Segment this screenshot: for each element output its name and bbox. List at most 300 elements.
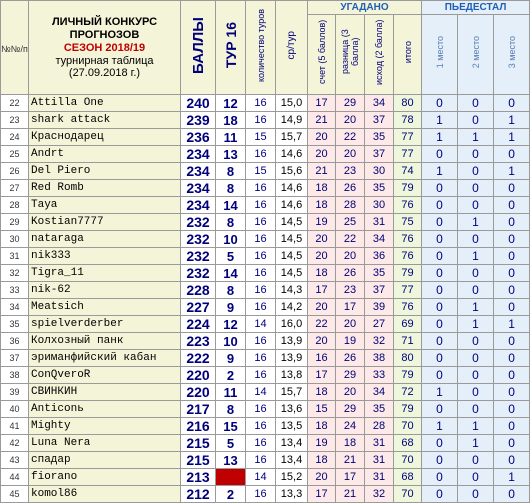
tour-points	[216, 469, 246, 486]
place-1-count: 0	[422, 146, 458, 163]
tour-header: ТУР 16	[216, 1, 246, 95]
place-3-count: 0	[494, 180, 530, 197]
place-2-count: 1	[458, 435, 494, 452]
guessed-score: 16	[308, 350, 336, 367]
guessed-diff: 25	[336, 214, 365, 231]
place-3-count: 0	[494, 350, 530, 367]
points-value: 223	[181, 333, 216, 350]
table-row	[1, 248, 530, 265]
guessed-outcome: 37	[365, 146, 394, 163]
guessed-total: 71	[394, 333, 422, 350]
table-row	[1, 452, 530, 469]
tour-points: 12	[216, 316, 246, 333]
tours-count-header: количество туров	[246, 1, 276, 95]
player-name: fiorano	[29, 469, 181, 486]
row-number: 45	[1, 486, 29, 503]
guessed-total: 80	[394, 350, 422, 367]
points-value: 216	[181, 418, 216, 435]
guessed-score: 19	[308, 435, 336, 452]
guessed-total: 68	[394, 469, 422, 486]
table-row	[1, 163, 530, 180]
tour-points: 8	[216, 282, 246, 299]
row-number: 22	[1, 95, 29, 112]
guessed-diff: 21	[336, 486, 365, 503]
table-row	[1, 316, 530, 333]
guessed-outcome: 35	[365, 401, 394, 418]
tour-points: 12	[216, 95, 246, 112]
guessed-outcome: 37	[365, 112, 394, 129]
place-2-count: 0	[458, 452, 494, 469]
avg-header: ср/тур	[276, 1, 308, 95]
guessed-total: 79	[394, 367, 422, 384]
row-number: 42	[1, 435, 29, 452]
row-number: 43	[1, 452, 29, 469]
table-row	[1, 180, 530, 197]
points-value: 222	[181, 350, 216, 367]
place-2-count: 0	[458, 367, 494, 384]
place-1-count: 0	[422, 350, 458, 367]
tours-count: 16	[246, 231, 276, 248]
row-number: 27	[1, 180, 29, 197]
row-number: 34	[1, 299, 29, 316]
guessed-diff: 24	[336, 418, 365, 435]
table-row	[1, 197, 530, 214]
place-3-header: 3 место	[494, 15, 530, 95]
place-1-count: 0	[422, 95, 458, 112]
table-row	[1, 401, 530, 418]
guessed-diff: 21	[336, 452, 365, 469]
guessed-outcome: 34	[365, 231, 394, 248]
tour-points: 14	[216, 265, 246, 282]
row-number: 25	[1, 146, 29, 163]
avg-per-tour: 13,9	[276, 350, 308, 367]
tour-points: 8	[216, 401, 246, 418]
guessed-total: 77	[394, 129, 422, 146]
guessed-total: 76	[394, 299, 422, 316]
guessed-outcome: 31	[365, 435, 394, 452]
tours-count: 15	[246, 129, 276, 146]
guessed-total: 70	[394, 452, 422, 469]
guessed-total: 77	[394, 282, 422, 299]
guessed-score-header: счет (5 баллов)	[308, 15, 336, 95]
avg-per-tour: 14,5	[276, 214, 308, 231]
tours-count: 16	[246, 248, 276, 265]
points-value: 234	[181, 180, 216, 197]
guessed-diff: 20	[336, 112, 365, 129]
avg-per-tour: 13,4	[276, 435, 308, 452]
place-3-count: 0	[494, 486, 530, 503]
tours-count: 16	[246, 265, 276, 282]
place-3-count: 1	[494, 163, 530, 180]
guessed-outcome: 27	[365, 316, 394, 333]
avg-per-tour: 15,7	[276, 129, 308, 146]
place-3-count: 0	[494, 435, 530, 452]
player-name: спадар	[29, 452, 181, 469]
row-number: 38	[1, 367, 29, 384]
guessed-score: 21	[308, 163, 336, 180]
place-2-count: 0	[458, 180, 494, 197]
place-1-count: 0	[422, 265, 458, 282]
table-row	[1, 129, 530, 146]
points-value: 215	[181, 435, 216, 452]
place-2-count: 0	[458, 163, 494, 180]
place-3-count: 1	[494, 112, 530, 129]
player-name: Luna Nera	[29, 435, 181, 452]
tour-points: 2	[216, 486, 246, 503]
guessed-total: 79	[394, 265, 422, 282]
avg-per-tour: 14,2	[276, 299, 308, 316]
row-number: 23	[1, 112, 29, 129]
row-number: 30	[1, 231, 29, 248]
row-number: 24	[1, 129, 29, 146]
tour-points: 5	[216, 435, 246, 452]
guessed-diff: 17	[336, 299, 365, 316]
place-3-count: 0	[494, 282, 530, 299]
place-3-count: 0	[494, 197, 530, 214]
guessed-score: 19	[308, 214, 336, 231]
points-value: 232	[181, 214, 216, 231]
table-row	[1, 282, 530, 299]
tours-count: 16	[246, 197, 276, 214]
guessed-total: 69	[394, 316, 422, 333]
tour-points: 2	[216, 367, 246, 384]
tour-points: 13	[216, 146, 246, 163]
place-1-count: 0	[422, 197, 458, 214]
avg-per-tour: 14,9	[276, 112, 308, 129]
avg-per-tour: 13,8	[276, 367, 308, 384]
player-name: nik-62	[29, 282, 181, 299]
guessed-diff: 20	[336, 248, 365, 265]
guessed-outcome: 34	[365, 95, 394, 112]
place-1-count: 0	[422, 248, 458, 265]
player-name: nik333	[29, 248, 181, 265]
place-3-count: 0	[494, 214, 530, 231]
place-2-count: 0	[458, 486, 494, 503]
avg-per-tour: 14,6	[276, 180, 308, 197]
player-name: Anticonь	[29, 401, 181, 418]
tours-count: 14	[246, 469, 276, 486]
avg-per-tour: 14,5	[276, 265, 308, 282]
avg-per-tour: 15,2	[276, 469, 308, 486]
place-2-count: 0	[458, 469, 494, 486]
guessed-total: 74	[394, 163, 422, 180]
tour-points: 11	[216, 384, 246, 401]
guessed-outcome-header: исход (2 балла)	[365, 15, 394, 95]
place-3-count: 0	[494, 452, 530, 469]
avg-per-tour: 13,5	[276, 418, 308, 435]
place-1-count: 0	[422, 282, 458, 299]
player-name: Red Romb	[29, 180, 181, 197]
avg-per-tour: 14,6	[276, 146, 308, 163]
guessed-outcome: 34	[365, 384, 394, 401]
guessed-diff-header: разница (3 балла)	[336, 15, 365, 95]
player-name: Mighty	[29, 418, 181, 435]
place-3-count: 0	[494, 248, 530, 265]
guessed-diff: 26	[336, 350, 365, 367]
guessed-score: 15	[308, 401, 336, 418]
row-number: 33	[1, 282, 29, 299]
tours-count: 16	[246, 435, 276, 452]
tours-count: 16	[246, 333, 276, 350]
tours-count: 16	[246, 367, 276, 384]
place-1-count: 0	[422, 469, 458, 486]
guessed-total: 72	[394, 384, 422, 401]
player-name: эриманфийский кабан	[29, 350, 181, 367]
tour-points: 9	[216, 299, 246, 316]
guessed-score: 20	[308, 129, 336, 146]
podium-header: ПЬЕДЕСТАЛ	[422, 1, 530, 15]
place-2-count: 0	[458, 146, 494, 163]
guessed-outcome: 36	[365, 248, 394, 265]
avg-per-tour: 13,4	[276, 452, 308, 469]
guessed-total: 76	[394, 197, 422, 214]
place-3-count: 0	[494, 367, 530, 384]
points-value: 227	[181, 299, 216, 316]
points-value: 236	[181, 129, 216, 146]
player-name: nataraga	[29, 231, 181, 248]
guessed-score: 17	[308, 282, 336, 299]
row-number: 26	[1, 163, 29, 180]
tour-points: 13	[216, 452, 246, 469]
tours-count: 16	[246, 180, 276, 197]
tours-count: 16	[246, 299, 276, 316]
player-name: Taya	[29, 197, 181, 214]
row-number: 28	[1, 197, 29, 214]
place-2-header: 2 место	[458, 15, 494, 95]
tours-count: 16	[246, 282, 276, 299]
season-label: СЕЗОН 2018/19	[63, 42, 146, 54]
player-name: Del Piero	[29, 163, 181, 180]
tours-count: 14	[246, 316, 276, 333]
player-name: СВИНКИН	[29, 384, 181, 401]
place-2-count: 0	[458, 112, 494, 129]
place-3-count: 0	[494, 146, 530, 163]
guessed-outcome: 39	[365, 299, 394, 316]
guessed-diff: 18	[336, 435, 365, 452]
guessed-diff: 20	[336, 316, 365, 333]
place-3-count: 0	[494, 95, 530, 112]
guessed-header: УГАДАНО	[308, 1, 422, 15]
place-1-count: 1	[422, 112, 458, 129]
place-2-count: 1	[458, 214, 494, 231]
place-3-count: 0	[494, 265, 530, 282]
tours-count: 16	[246, 95, 276, 112]
player-name: Kostian7777	[29, 214, 181, 231]
tour-points: 8	[216, 163, 246, 180]
table-row	[1, 384, 530, 401]
guessed-score: 20	[308, 469, 336, 486]
row-number: 36	[1, 333, 29, 350]
guessed-diff: 26	[336, 265, 365, 282]
tours-count: 16	[246, 452, 276, 469]
guessed-score: 17	[308, 486, 336, 503]
place-2-count: 1	[458, 248, 494, 265]
guessed-total: 79	[394, 180, 422, 197]
points-value: 220	[181, 367, 216, 384]
guessed-total: 70	[394, 486, 422, 503]
guessed-diff: 22	[336, 129, 365, 146]
guessed-total: 78	[394, 112, 422, 129]
table-row	[1, 367, 530, 384]
avg-per-tour: 15,7	[276, 384, 308, 401]
guessed-diff: 28	[336, 197, 365, 214]
guessed-diff: 22	[336, 231, 365, 248]
row-number: 39	[1, 384, 29, 401]
guessed-total: 80	[394, 95, 422, 112]
place-3-count: 0	[494, 333, 530, 350]
guessed-diff: 19	[336, 333, 365, 350]
avg-per-tour: 15,0	[276, 95, 308, 112]
points-value: 239	[181, 112, 216, 129]
row-number: 40	[1, 401, 29, 418]
avg-per-tour: 16,0	[276, 316, 308, 333]
avg-per-tour: 13,9	[276, 333, 308, 350]
table-row	[1, 265, 530, 282]
guessed-diff: 17	[336, 469, 365, 486]
points-value: 213	[181, 469, 216, 486]
guessed-diff: 23	[336, 282, 365, 299]
row-number: 41	[1, 418, 29, 435]
table-row	[1, 350, 530, 367]
tour-points: 18	[216, 112, 246, 129]
guessed-diff: 29	[336, 95, 365, 112]
guessed-outcome: 30	[365, 163, 394, 180]
player-name: Tigra_11	[29, 265, 181, 282]
tour-points: 9	[216, 350, 246, 367]
points-value: 232	[181, 248, 216, 265]
player-name: komol86	[29, 486, 181, 503]
place-2-count: 0	[458, 231, 494, 248]
title-block	[29, 1, 181, 95]
table-row	[1, 333, 530, 350]
title-line-1: ЛИЧНЫЙ КОНКУРС	[51, 16, 158, 28]
guessed-total: 76	[394, 248, 422, 265]
place-1-count: 0	[422, 435, 458, 452]
place-1-count: 0	[422, 486, 458, 503]
avg-per-tour: 14,5	[276, 231, 308, 248]
guessed-outcome: 32	[365, 333, 394, 350]
guessed-total: 68	[394, 435, 422, 452]
player-name: Meatsich	[29, 299, 181, 316]
avg-per-tour: 13,3	[276, 486, 308, 503]
guessed-total: 70	[394, 418, 422, 435]
place-1-count: 1	[422, 163, 458, 180]
place-1-count: 0	[422, 333, 458, 350]
place-3-count: 0	[494, 418, 530, 435]
avg-per-tour: 14,3	[276, 282, 308, 299]
place-2-count: 0	[458, 350, 494, 367]
table-row	[1, 214, 530, 231]
guessed-score: 22	[308, 316, 336, 333]
points-header: БАЛЛЫ	[181, 1, 216, 95]
guessed-total-header: итого	[394, 15, 422, 95]
guessed-outcome: 35	[365, 180, 394, 197]
points-value: 217	[181, 401, 216, 418]
points-value: 240	[181, 95, 216, 112]
place-1-count: 0	[422, 401, 458, 418]
tours-count: 16	[246, 401, 276, 418]
place-2-count: 0	[458, 282, 494, 299]
guessed-score: 18	[308, 180, 336, 197]
place-1-count: 0	[422, 316, 458, 333]
tour-points: 10	[216, 333, 246, 350]
place-1-count: 0	[422, 452, 458, 469]
place-3-count: 1	[494, 316, 530, 333]
guessed-total: 75	[394, 214, 422, 231]
guessed-total: 77	[394, 146, 422, 163]
place-1-count: 1	[422, 384, 458, 401]
guessed-outcome: 32	[365, 486, 394, 503]
row-number: 31	[1, 248, 29, 265]
tour-points: 8	[216, 214, 246, 231]
place-1-count: 0	[422, 367, 458, 384]
tours-count: 16	[246, 112, 276, 129]
guessed-diff: 20	[336, 146, 365, 163]
place-1-count: 0	[422, 231, 458, 248]
guessed-total: 76	[394, 231, 422, 248]
place-1-count: 0	[422, 214, 458, 231]
row-number: 37	[1, 350, 29, 367]
place-3-count: 0	[494, 299, 530, 316]
guessed-outcome: 37	[365, 282, 394, 299]
table-row	[1, 112, 530, 129]
place-2-count: 1	[458, 299, 494, 316]
guessed-diff: 29	[336, 367, 365, 384]
table-row	[1, 231, 530, 248]
place-2-count: 0	[458, 401, 494, 418]
place-3-count: 1	[494, 129, 530, 146]
player-name: Attilla One	[29, 95, 181, 112]
tour-points: 5	[216, 248, 246, 265]
guessed-outcome: 28	[365, 418, 394, 435]
points-value: 232	[181, 231, 216, 248]
avg-per-tour: 14,6	[276, 197, 308, 214]
title-line-2: ПРОГНОЗОВ	[69, 29, 140, 41]
points-value: 224	[181, 316, 216, 333]
points-value: 234	[181, 163, 216, 180]
place-2-count: 0	[458, 95, 494, 112]
tour-points: 11	[216, 129, 246, 146]
points-value: 232	[181, 265, 216, 282]
guessed-diff: 20	[336, 384, 365, 401]
place-3-count: 0	[494, 401, 530, 418]
guessed-score: 20	[308, 299, 336, 316]
tour-points: 8	[216, 180, 246, 197]
guessed-outcome: 38	[365, 350, 394, 367]
tours-count: 16	[246, 214, 276, 231]
subtitle-line-1: турнирная таблица	[55, 55, 154, 67]
table-row	[1, 95, 530, 112]
guessed-score: 17	[308, 95, 336, 112]
guessed-score: 20	[308, 248, 336, 265]
player-name: shark attack	[29, 112, 181, 129]
num-header: №№/п	[1, 1, 29, 95]
avg-per-tour: 14,5	[276, 248, 308, 265]
guessed-outcome: 35	[365, 129, 394, 146]
guessed-score: 20	[308, 231, 336, 248]
table-row	[1, 435, 530, 452]
guessed-score: 18	[308, 197, 336, 214]
avg-per-tour: 13,6	[276, 401, 308, 418]
guessed-score: 18	[308, 265, 336, 282]
guessed-score: 18	[308, 418, 336, 435]
avg-per-tour: 15,6	[276, 163, 308, 180]
guessed-score: 21	[308, 112, 336, 129]
row-number: 32	[1, 265, 29, 282]
place-1-count: 0	[422, 180, 458, 197]
points-value: 234	[181, 197, 216, 214]
table-row	[1, 299, 530, 316]
